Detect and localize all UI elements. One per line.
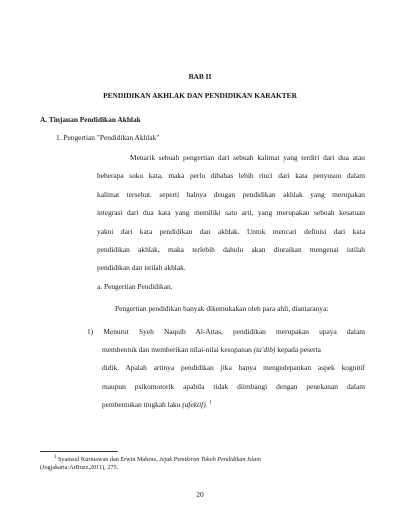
list-item-line: membentuk dan memberikan nilai-nilai kesopanan (ta'dib) kepada peserta (102, 345, 321, 354)
chapter-heading: BAB II (188, 72, 212, 81)
footnote-citation: (Jogjakarta:ArRuzz,2011), 275. (40, 464, 119, 471)
section-heading: A. Tinjauan Pendidikan Akhlak (40, 115, 141, 124)
footnote-text: $^1$ Syamsul Kurniawan dan Erwin Mahrus, Jejak Pemikiran Tokoh Pendidikan Islam (54, 454, 261, 463)
footnote-ref[interactable]: 1 (209, 400, 212, 406)
paragraph-line: pendidikan dan istilah akhlak. (97, 263, 186, 272)
footnote-divider (40, 451, 118, 452)
list-item-line: pembentukan tingkah laku (afektif). $^1$ (102, 400, 212, 409)
point-a-intro: Pengertian pendidikan banyak dikemukakan oleh para ahli, diantaranya: (115, 304, 329, 313)
paragraph-line: beberapa suku kata, maka perlu dibahas lebih rinci dari kata penyusun dalam (97, 171, 365, 180)
point-a-heading: a. Pengertian Pendidikan. (97, 282, 173, 291)
paragraph-line: pendidikan akhlak, maka terlebih dahulu akan diuraikan mengenai istilah (97, 245, 365, 254)
list-item-line: didik. Apalah artinya pendidikan jika hanya mengedepankan aspek kognitif (102, 363, 365, 372)
paragraph-line: yakni dari kata pendidikan dan akhlak. Untuk mencari definisi dari kata (97, 227, 365, 236)
chapter-title: PENDIDIKAN AKHLAK DAN PENDIDIKAN KARAKTER (103, 91, 297, 100)
paragraph-line: kalimat tersebut. seperti halnya dengan pendidikan akhlak yang merupakan (97, 190, 365, 199)
page-number: 20 (196, 490, 204, 499)
paragraph-line: Menarik sebuah pengertian dari sebuah kalimat yang terdiri dari dua atau (130, 153, 365, 162)
list-item-line: 1) Menurut Syeh Naquib Al-Attas, pendidikan merupakan upaya dalam (87, 327, 365, 336)
paragraph-line: integrasi dari dua kata yang memiliki satu arti, yang merupakan sebuah kesatuan (97, 208, 365, 217)
subsection-heading: 1. Pengertian "Pendidikan Akhlak" (56, 133, 160, 142)
list-item-line: maupun psikomotorik apabila tidak diimbangi dengan penekanan dalam (102, 382, 365, 391)
